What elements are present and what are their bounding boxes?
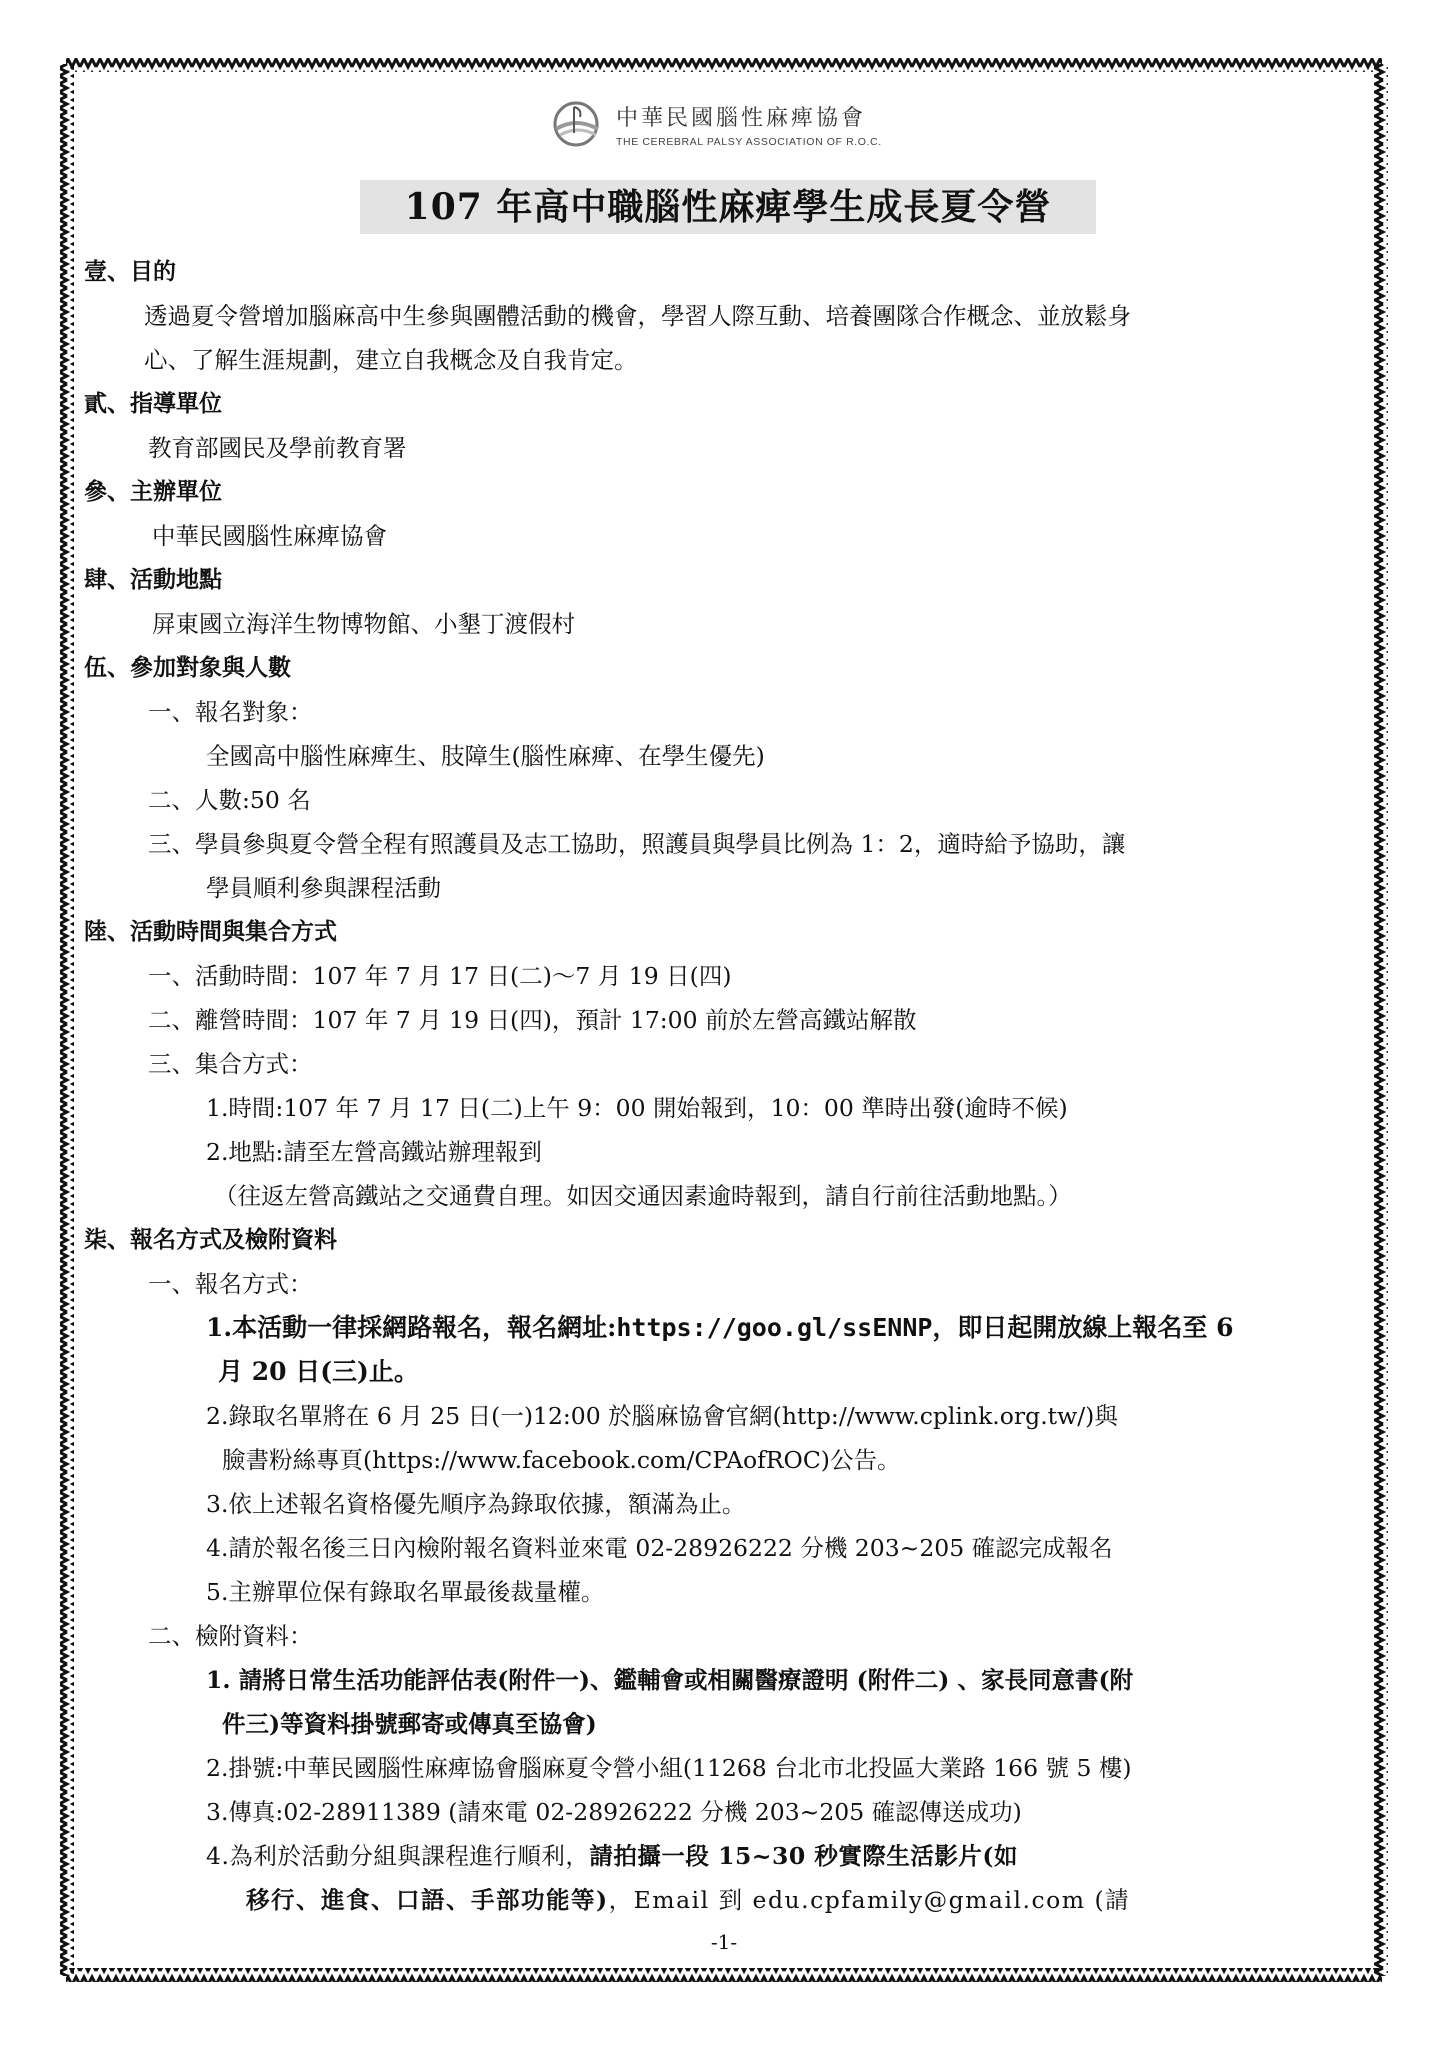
schedule-item1: 一、活動時間：107 年 7 月 17 日(二)～7 月 19 日(四) <box>148 962 732 990</box>
participants-item1: 一、報名對象： <box>148 698 313 726</box>
registration-rule1-text2: ，即日起開放線上報名至 6 <box>932 1313 1234 1342</box>
registration-rule5: 5.主辦單位保有錄取名單最後裁量權。 <box>206 1578 605 1606</box>
section-heading-supervisor: 貳、指導單位 <box>84 391 222 417</box>
org-name-zh: 中華民國腦性麻痺協會 <box>616 105 867 131</box>
attachments-item2: 2.掛號:中華民國腦性麻痺協會腦麻夏令營小組(11268 台北市北投區大業路 166 號 5 樓) <box>206 1754 1132 1782</box>
attachments-item4 <box>206 1840 1018 1872</box>
registration-method-label: 一、報名方式： <box>148 1270 313 1298</box>
attachments-item4-bold2: 移行、進食、口語、手部功能等) <box>246 1886 609 1914</box>
attachments-item4-cont <box>246 1884 1130 1916</box>
participants-item3-cont: 學員順利參與課程活動 <box>206 874 441 902</box>
org-logo-header <box>548 96 882 152</box>
schedule-item3-time: 1.時間:107 年 7 月 17 日(二)上午 9：00 開始報到，10：00 準時出發(逾時不候) <box>206 1094 1068 1122</box>
attachments-item1-cont: 件三)等資料掛號郵寄或傳真至協會) <box>222 1710 597 1738</box>
attachments-item1: 1. 請將日常生活功能評估表(附件一)、鑑輔會或相關醫療證明 (附件二) 、家長同意書(附 <box>206 1666 1134 1694</box>
schedule-item3-place: 2.地點:請至左營高鐵站辦理報到 <box>206 1138 542 1166</box>
schedule-item2: 二、離營時間：107 年 7 月 19 日(四)，預計 17:00 前於左營高鐵站解散 <box>148 1006 917 1034</box>
section-heading-registration: 柒、報名方式及檢附資料 <box>84 1227 337 1253</box>
org-name-en: THE CEREBRAL PALSY ASSOCIATION OF R.O.C. <box>616 135 882 148</box>
section-heading-purpose: 壹、目的 <box>84 259 176 285</box>
registration-rule1 <box>206 1312 1234 1344</box>
section-heading-schedule: 陸、活動時間與集合方式 <box>84 919 337 945</box>
participants-item2: 二、人數:50 名 <box>148 786 311 814</box>
registration-rule2-cont: 臉書粉絲專頁(https://www.facebook.com/CPAofROC)公告。 <box>222 1446 901 1474</box>
attachments-item4-email: ，Email 到 edu.cpfamily@gmail.com (請 <box>608 1886 1131 1914</box>
section-heading-venue: 肆、活動地點 <box>84 567 222 593</box>
venue-text: 屏東國立海洋生物博物館、小墾丁渡假村 <box>152 610 575 638</box>
registration-rule3: 3.依上述報名資格優先順序為錄取依據，額滿為止。 <box>206 1490 746 1518</box>
supervisor-text: 教育部國民及學前教育署 <box>148 434 407 462</box>
cpa-logo-icon <box>548 99 608 149</box>
page-number: -1- <box>710 1930 738 1954</box>
registration-link[interactable]: https://goo.gl/ssENNP <box>616 1313 933 1342</box>
registration-rule1-text: 1.本活動一律採網路報名，報名網址: <box>206 1313 617 1342</box>
schedule-item3-note: （往返左營高鐵站之交通費自理。如因交通因素逾時報到，請自行前往活動地點。） <box>214 1182 1072 1210</box>
section-heading-organizer: 參、主辦單位 <box>84 479 222 505</box>
purpose-text-line1: 透過夏令營增加腦麻高中生參與團體活動的機會，學習人際互動、培養團隊合作概念、並放鬆身 <box>144 302 1131 330</box>
participants-item3: 三、學員參與夏令營全程有照護員及志工協助，照護員與學員比例為 1：2，適時給予協助，讓 <box>148 830 1126 858</box>
schedule-item3: 三、集合方式： <box>148 1050 313 1078</box>
registration-rule1-cont: 月 20 日(三)止。 <box>218 1357 419 1386</box>
registration-rule4: 4.請於報名後三日內檢附報名資料並來電 02-28926222 分機 203~205 確認完成報名 <box>206 1534 1113 1562</box>
document-title: 107 年高中職腦性麻痺學生成長夏令營 <box>360 180 1096 234</box>
attachments-item4-text: 4.為利於活動分組與課程進行順利， <box>206 1842 590 1870</box>
attachments-item3: 3.傳真:02-28911389 (請來電 02-28926222 分機 203~205 確認傳送成功) <box>206 1798 1022 1826</box>
registration-rule2: 2.錄取名單將在 6 月 25 日(一)12:00 於腦麻協會官網(http://www.cplink.org.tw/)與 <box>206 1402 1118 1430</box>
organizer-text: 中華民國腦性麻痺協會 <box>152 522 387 550</box>
attachments-label: 二、檢附資料： <box>148 1622 313 1650</box>
participants-item1-detail: 全國高中腦性麻痺生、肢障生(腦性麻痺、在學生優先) <box>206 742 765 770</box>
attachments-item4-bold: 請拍攝一段 15~30 秒實際生活影片(如 <box>589 1842 1018 1870</box>
section-heading-participants: 伍、參加對象與人數 <box>84 655 291 681</box>
purpose-text-line2: 心、了解生涯規劃，建立自我概念及自我肯定。 <box>144 346 638 374</box>
